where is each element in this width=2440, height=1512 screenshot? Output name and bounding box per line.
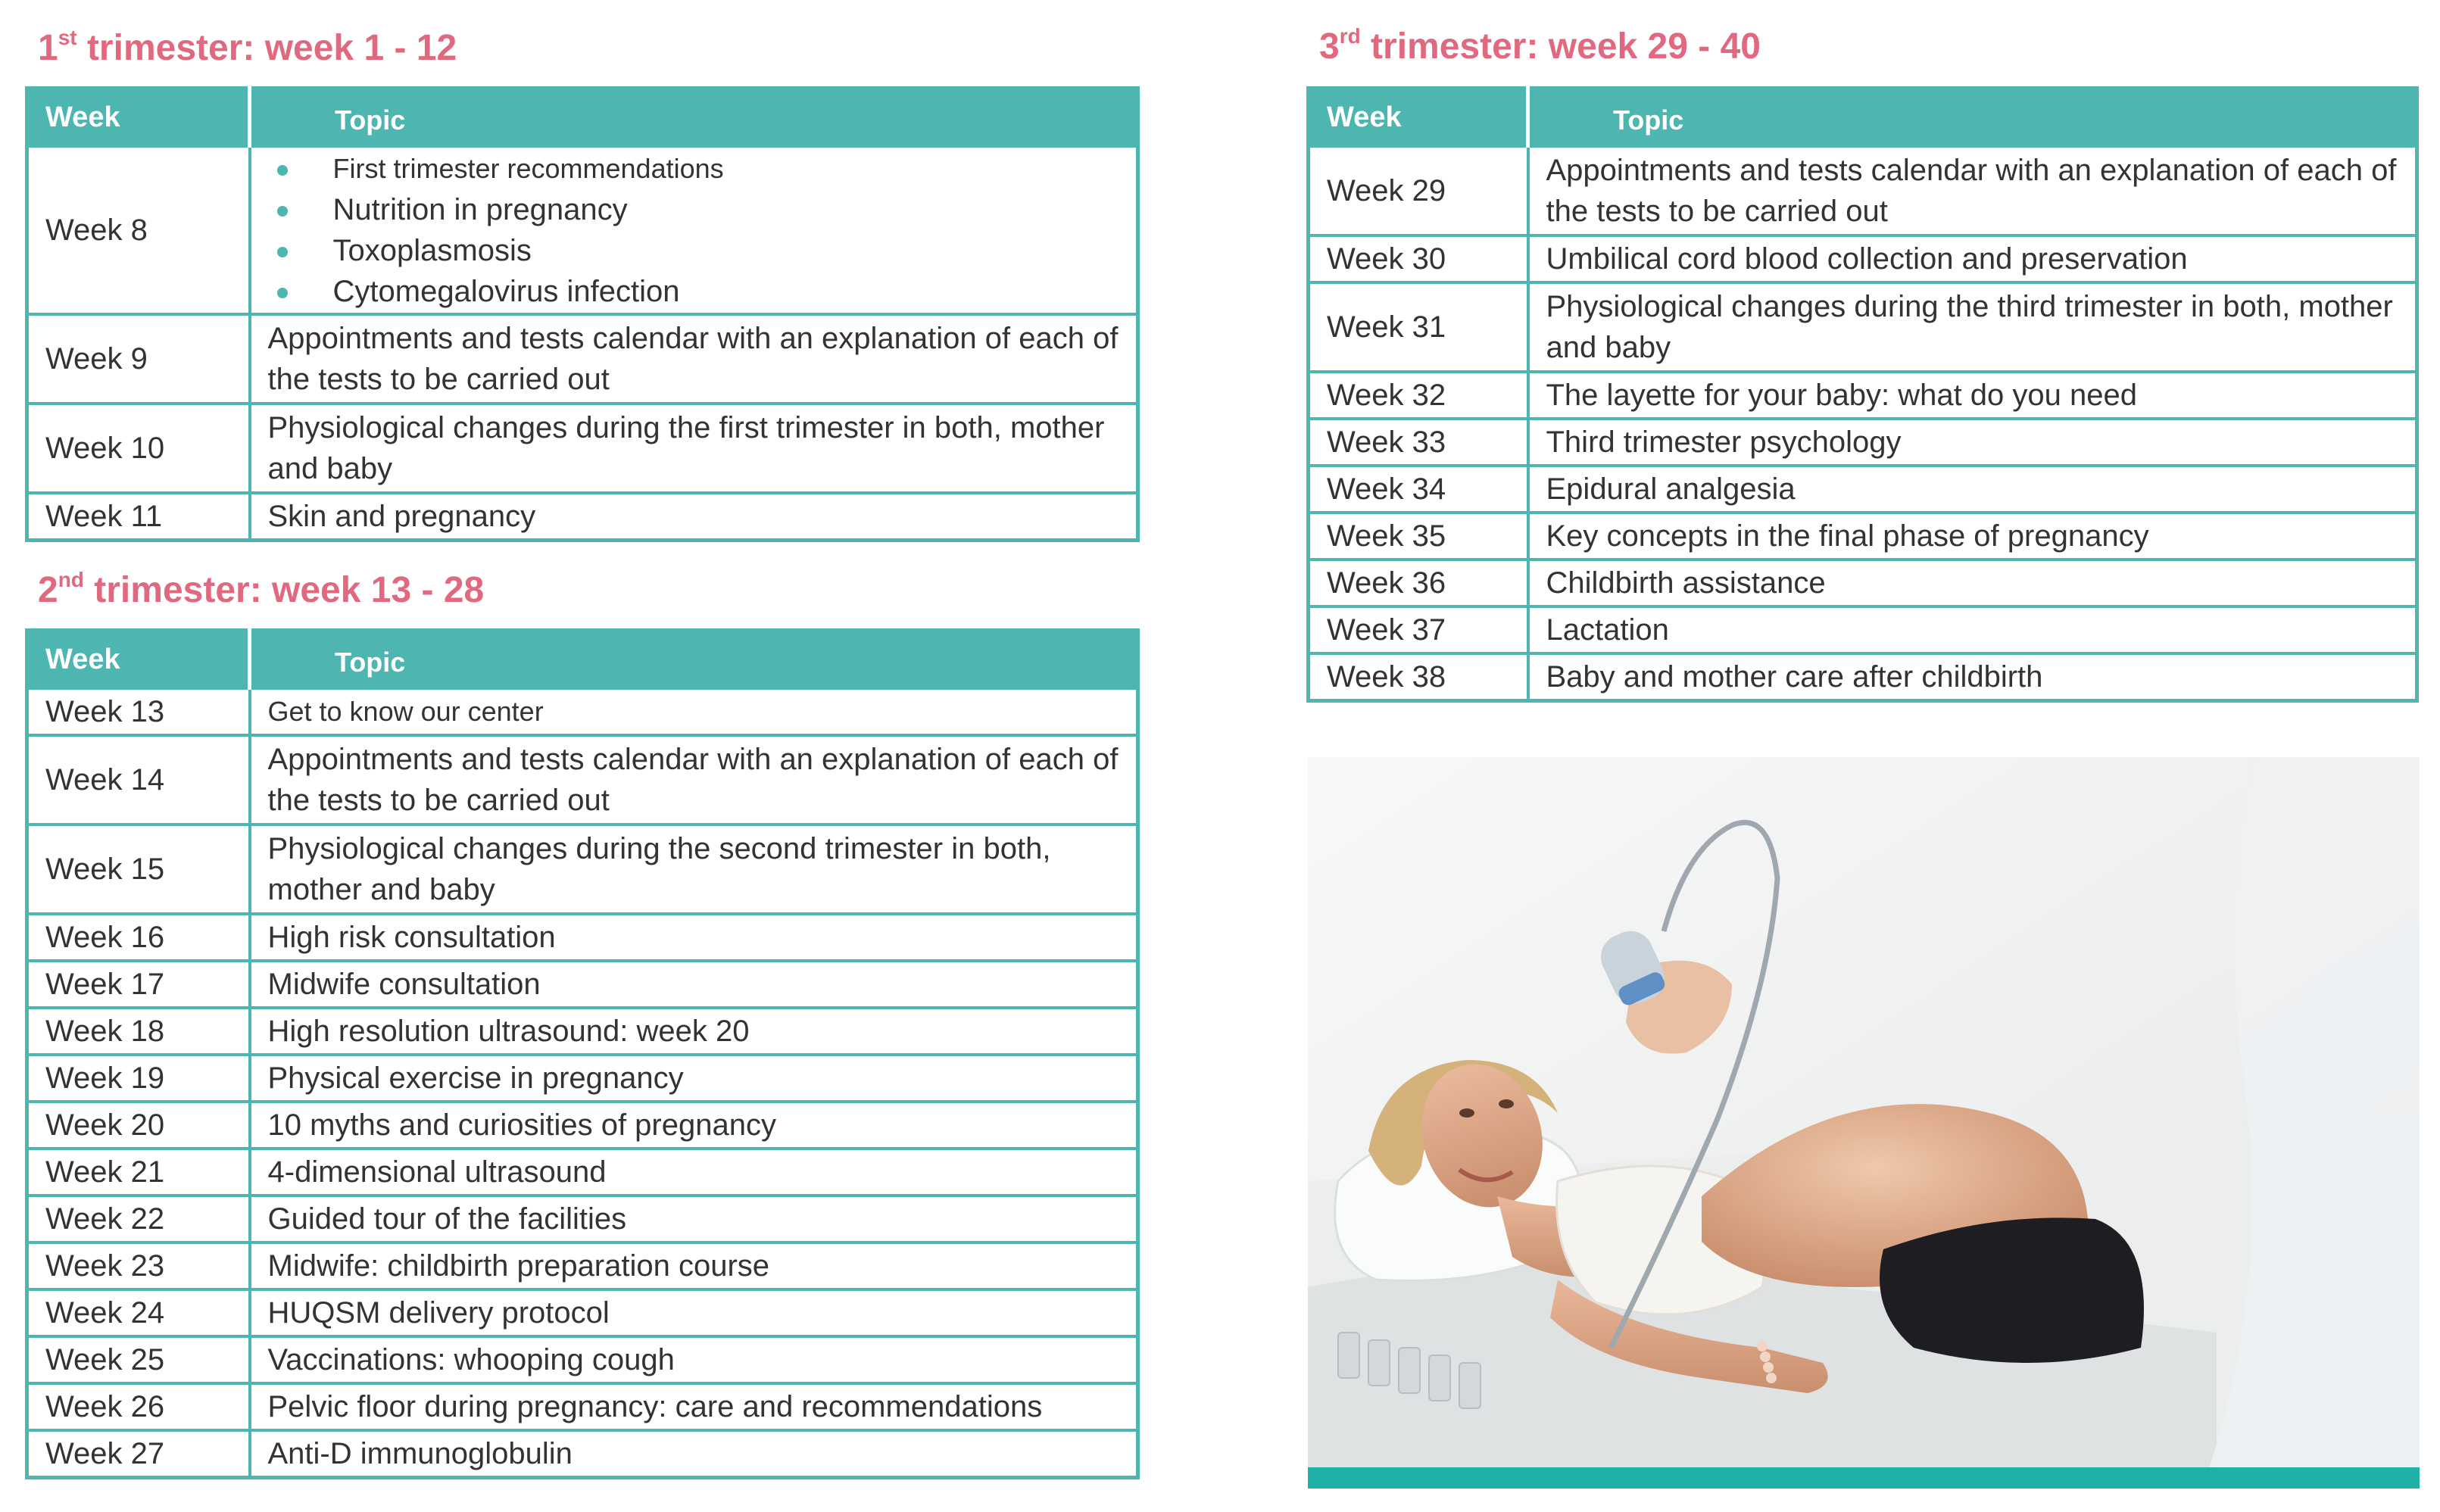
topic-cell: Physiological changes during the second trimester in both, mother and baby: [250, 825, 1138, 914]
bullet-item: Nutrition in pregnancy: [268, 189, 1123, 230]
topic-cell: Key concepts in the final phase of pregnancy: [1528, 513, 2417, 560]
topic-cell: Pelvic floor during pregnancy: care and recommendations: [250, 1383, 1138, 1430]
week-cell: Week 31: [1309, 282, 1528, 372]
week-column-header: Week: [27, 631, 250, 689]
trimester2-title-number: 2: [38, 570, 58, 610]
week-cell: Week 15: [27, 825, 250, 914]
trimester1-title-text: trimester: week 1 - 12: [76, 28, 457, 68]
topic-cell: Lactation: [1528, 606, 2417, 653]
week-cell: Week 35: [1309, 513, 1528, 560]
ultrasound-scene-illustration: [1308, 757, 2420, 1489]
topic-cell: 10 myths and curiosities of pregnancy: [250, 1102, 1138, 1149]
week-column-header: Week: [27, 89, 250, 147]
week-cell: Week 27: [27, 1430, 250, 1478]
table-row: [1309, 419, 2417, 466]
table-row: [27, 404, 1138, 493]
trimester3-table: [1306, 86, 2419, 703]
topic-cell: Physical exercise in pregnancy: [250, 1055, 1138, 1102]
table-row: [27, 914, 1138, 961]
trimester2-title-ordinal: nd: [58, 568, 84, 591]
week-cell: Week 10: [27, 404, 250, 493]
table-row: [27, 493, 1138, 541]
photo-accent-bar: [1308, 1467, 2420, 1489]
table-header-row: [27, 631, 1138, 689]
table-row: [27, 1055, 1138, 1102]
week-cell: Week 38: [1309, 653, 1528, 701]
topic-cell: Midwife: childbirth preparation course: [250, 1242, 1138, 1289]
topic-cell: Third trimester psychology: [1528, 419, 2417, 466]
topic-cell: The layette for your baby: what do you need: [1528, 372, 2417, 419]
week-cell: Week 14: [27, 735, 250, 825]
trimester3-title-number: 3: [1319, 26, 1340, 67]
table-row: [1309, 653, 2417, 701]
bullet-item: Toxoplasmosis: [268, 230, 1123, 271]
bullet-item: Cytomegalovirus infection: [268, 271, 1123, 312]
ultrasound-photo: [1308, 757, 2420, 1489]
table-row: [27, 1008, 1138, 1055]
table-row: [1309, 606, 2417, 653]
topic-cell: Appointments and tests calendar with an explanation of each of the tests to be carried out: [250, 314, 1138, 404]
week-cell: Week 23: [27, 1242, 250, 1289]
topic-cell: Get to know our center: [250, 688, 1138, 735]
week-cell: Week 20: [27, 1102, 250, 1149]
topic-bullet-list: [268, 148, 1123, 312]
week-cell: Week 17: [27, 961, 250, 1008]
table-row: [27, 825, 1138, 914]
table-row: [27, 1242, 1138, 1289]
topic-cell: Vaccinations: whooping cough: [250, 1336, 1138, 1383]
table-row: [27, 1149, 1138, 1196]
week-cell: Week 22: [27, 1196, 250, 1242]
trimester1-table: [25, 86, 1140, 542]
week-cell: Week 18: [27, 1008, 250, 1055]
week-cell: Week 36: [1309, 560, 1528, 606]
bullet-item: First trimester recommendations: [268, 148, 1123, 189]
trimester2-title: [38, 569, 484, 612]
week-cell: Week 30: [1309, 235, 1528, 282]
table-row: [1309, 235, 2417, 282]
table-row: [27, 1383, 1138, 1430]
week-cell: Week 25: [27, 1336, 250, 1383]
topic-cell: Physiological changes during the third trimester in both, mother and baby: [1528, 282, 2417, 372]
topic-cell: [250, 146, 1138, 314]
week-cell: Week 11: [27, 493, 250, 541]
table-row: [1309, 560, 2417, 606]
week-cell: Week 29: [1309, 146, 1528, 235]
topic-cell: HUQSM delivery protocol: [250, 1289, 1138, 1336]
topic-cell: Anti-D immunoglobulin: [250, 1430, 1138, 1478]
trimester1-title-number: 1: [38, 28, 58, 68]
trimester3-title-ordinal: rd: [1339, 24, 1361, 48]
table-row: [27, 1196, 1138, 1242]
topic-cell: Umbilical cord blood collection and preservation: [1528, 235, 2417, 282]
table-row: [1309, 466, 2417, 513]
topic-cell: Skin and pregnancy: [250, 493, 1138, 541]
table-row: [27, 1102, 1138, 1149]
topic-column-header: Topic: [1528, 89, 2417, 147]
week-cell: Week 26: [27, 1383, 250, 1430]
table-row: [1309, 513, 2417, 560]
topic-cell: Physiological changes during the first trimester in both, mother and baby: [250, 404, 1138, 493]
week-cell: Week 37: [1309, 606, 1528, 653]
topic-column-header: Topic: [250, 631, 1138, 689]
trimester3-title-text: trimester: week 29 - 40: [1360, 26, 1761, 67]
table-row: [27, 735, 1138, 825]
week-cell: Week 13: [27, 688, 250, 735]
week-cell: Week 8: [27, 146, 250, 314]
week-cell: Week 33: [1309, 419, 1528, 466]
week-cell: Week 16: [27, 914, 250, 961]
trimester1-title-ordinal: st: [58, 26, 77, 49]
topic-cell: 4-dimensional ultrasound: [250, 1149, 1138, 1196]
week-cell: Week 19: [27, 1055, 250, 1102]
table-row: [27, 1289, 1138, 1336]
topic-cell: Childbirth assistance: [1528, 560, 2417, 606]
topic-cell: Midwife consultation: [250, 961, 1138, 1008]
table-row: [27, 688, 1138, 735]
trimester1-title: [38, 27, 457, 70]
table-header-row: [27, 89, 1138, 147]
week-cell: Week 21: [27, 1149, 250, 1196]
table-row: [1309, 282, 2417, 372]
topic-cell: Guided tour of the facilities: [250, 1196, 1138, 1242]
table-row: [27, 146, 1138, 314]
topic-cell: Epidural analgesia: [1528, 466, 2417, 513]
topic-cell: High risk consultation: [250, 914, 1138, 961]
topic-cell: Appointments and tests calendar with an explanation of each of the tests to be carried out: [250, 735, 1138, 825]
table-row: [1309, 146, 2417, 235]
topic-cell: Baby and mother care after childbirth: [1528, 653, 2417, 701]
table-header-row: [1309, 89, 2417, 147]
table-row: [27, 1336, 1138, 1383]
topic-column-header: Topic: [250, 89, 1138, 147]
week-cell: Week 24: [27, 1289, 250, 1336]
trimester3-title: [1319, 26, 1761, 68]
table-row: [27, 1430, 1138, 1478]
week-cell: Week 34: [1309, 466, 1528, 513]
topic-cell: High resolution ultrasound: week 20: [250, 1008, 1138, 1055]
table-row: [27, 961, 1138, 1008]
trimester2-table: [25, 628, 1140, 1479]
table-row: [27, 314, 1138, 404]
week-cell: Week 32: [1309, 372, 1528, 419]
week-cell: Week 9: [27, 314, 250, 404]
topic-cell: Appointments and tests calendar with an explanation of each of the tests to be carried out: [1528, 146, 2417, 235]
trimester2-title-text: trimester: week 13 - 28: [83, 570, 485, 610]
week-column-header: Week: [1309, 89, 1528, 147]
table-row: [1309, 372, 2417, 419]
